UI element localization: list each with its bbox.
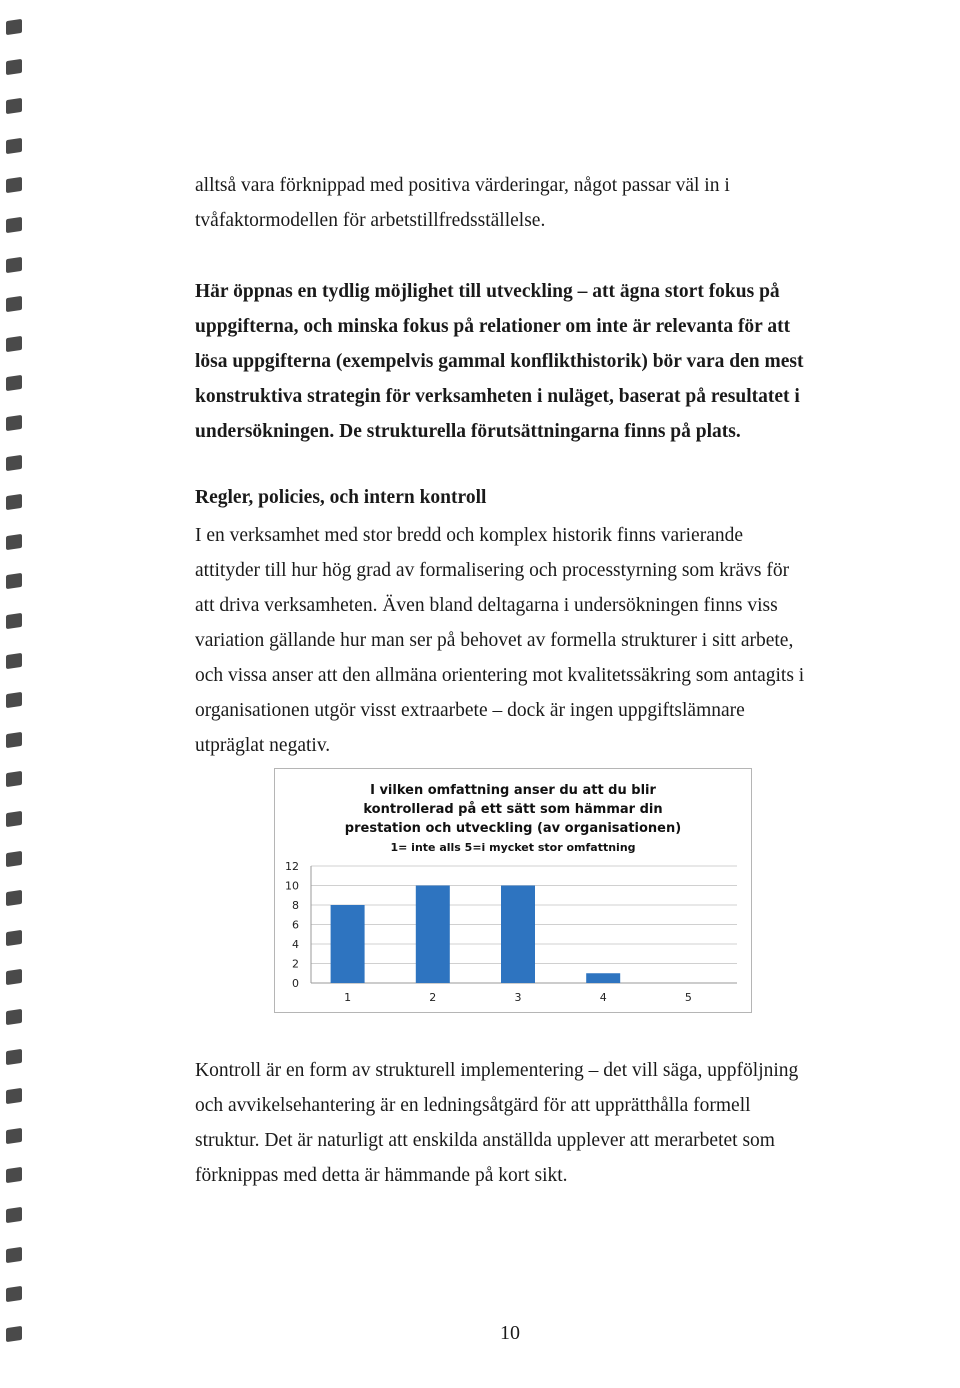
bar [416, 886, 450, 984]
page-number: 10 [500, 1322, 520, 1344]
text-line: Kontroll är en form av strukturell implementering – det vill säga, uppföljning [195, 1060, 799, 1081]
binder-hole [6, 1009, 22, 1025]
y-tick-label: 8 [292, 899, 299, 912]
binder-hole [6, 1286, 22, 1302]
binder-hole [6, 811, 22, 827]
chart-title-line: kontrollerad på ett sätt som hämmar din [363, 802, 663, 817]
binder-hole [6, 296, 22, 312]
text-line: Här öppnas en tydlig möjlighet till utveckling – att ägna stort fokus på [195, 281, 780, 302]
binder-hole [6, 98, 22, 114]
binder-hole [6, 534, 22, 550]
text-line: alltså vara förknippad med positiva värderingar, något passar väl in i [195, 175, 730, 196]
binder-hole [6, 138, 22, 154]
text-line: lösa uppgifterna (exempelvis gammal konflikthistorik) bör vara den mest [195, 351, 804, 372]
y-tick-label: 12 [285, 860, 299, 873]
paragraph-bold-conclusion [195, 274, 835, 449]
binder-hole [6, 613, 22, 629]
binder-hole [6, 771, 22, 787]
y-tick-label: 10 [285, 879, 299, 893]
x-tick-label: 1 [344, 991, 352, 1004]
binder-hole [6, 1207, 22, 1223]
text-line: att driva verksamheten. Även bland deltagarna i undersökningen finns viss [195, 595, 778, 616]
bar-chart [274, 768, 752, 1013]
text-line: och avvikelsehantering är en ledningsåtgärd för att upprätthålla formell [195, 1095, 751, 1116]
chart-title-line: prestation och utveckling (av organisationen) [344, 821, 682, 836]
text-line: variation gällande hur man ser på behovet av formella strukturer i sitt arbete, [195, 630, 794, 651]
binder-hole [6, 177, 22, 193]
paragraph-rules [195, 518, 835, 763]
y-tick-label: 6 [292, 918, 299, 932]
binder-hole [6, 256, 22, 272]
binder-hole [6, 58, 22, 74]
binder-hole [6, 1088, 22, 1104]
text-line: I en verksamhet med stor bredd och komplex historik finns varierande [195, 525, 744, 546]
text-line: organisationen utgör visst extraarbete – dock är ingen uppgiftslämnare [195, 700, 745, 721]
binder-hole [6, 732, 22, 748]
bar [586, 973, 620, 983]
binder-hole [6, 969, 22, 985]
x-tick-label: 4 [599, 991, 607, 1004]
y-tick-label: 0 [292, 977, 299, 990]
paragraph-intro [195, 168, 815, 238]
text-line: uppgifterna, och minska fokus på relationer om inte är relevanta för att [195, 316, 791, 337]
binder-hole [6, 415, 22, 431]
binder-hole [6, 217, 22, 233]
binder-hole [6, 494, 22, 510]
text-line: tvåfaktormodellen för arbetstillfredsställelse. [195, 210, 546, 231]
section-heading: Regler, policies, och intern kontroll [195, 487, 487, 508]
text-line: förknippas med detta är hämmande på kort sikt. [195, 1165, 568, 1186]
chart-subtitle: 1= inte alls 5=i mycket stor omfattning [390, 841, 636, 854]
binder-hole [6, 1167, 22, 1183]
text-line: konstruktiva strategin för verksamheten i nuläget, baserat på resultatet i [195, 386, 800, 407]
paragraph-control [195, 1053, 835, 1193]
binder-hole [6, 19, 22, 35]
text-line: attityder till hur hög grad av formalisering och processtyrning som krävs för [195, 560, 790, 581]
binder-hole [6, 652, 22, 668]
binder-hole [6, 336, 22, 352]
binder-hole [6, 1128, 22, 1144]
binder-hole [6, 850, 22, 866]
binder-hole [6, 692, 22, 708]
y-tick-label: 4 [292, 938, 299, 951]
x-tick-label: 2 [429, 991, 437, 1004]
bar [501, 886, 535, 984]
chart-title-line: I vilken omfattning anser du att du blir [370, 783, 656, 798]
text-line: och vissa anser att den allmäna orientering mot kvalitetssäkring som antagits i [195, 665, 805, 686]
binder-hole [6, 573, 22, 589]
chart-plot [275, 769, 751, 1012]
binder-hole [6, 454, 22, 470]
binder-hole [6, 1246, 22, 1262]
text-line: undersökningen. De strukturella förutsättningarna finns på plats. [195, 421, 741, 442]
binder-hole [6, 930, 22, 946]
y-tick-label: 2 [292, 957, 299, 971]
bar [331, 905, 365, 983]
binder-hole [6, 375, 22, 391]
text-line: struktur. Det är naturligt att enskilda anställda upplever att merarbetet som [195, 1130, 775, 1151]
text-line: utpräglat negativ. [195, 735, 331, 756]
binder-hole [6, 1048, 22, 1064]
x-tick-label: 3 [514, 991, 522, 1004]
x-tick-label: 5 [684, 991, 692, 1004]
binder-hole [6, 890, 22, 906]
